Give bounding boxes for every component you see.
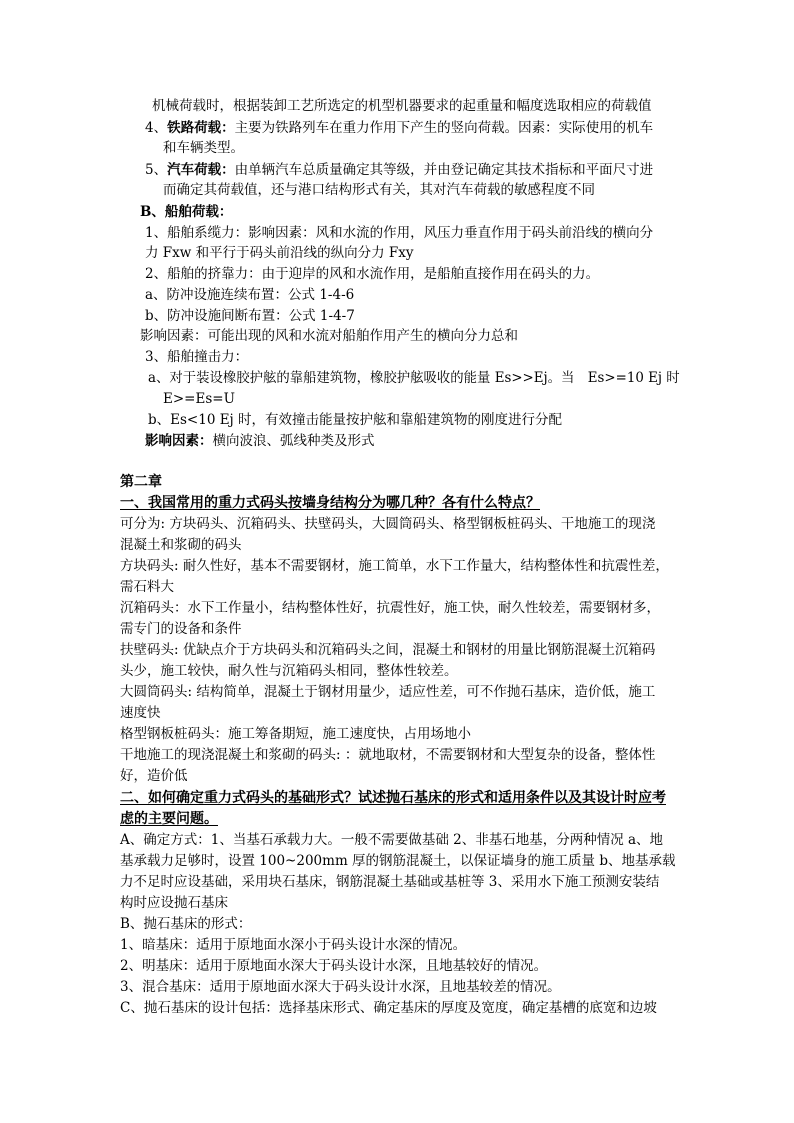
answer-line: 可分为: 方块码头、沉箱码头、扶壁码头，大圆筒码头、格型钢板桩码头、干地施工的现浇 <box>120 516 656 532</box>
text: 横向波浪、弧线种类及形式 <box>212 433 375 449</box>
text-line: a、防冲设施连续布置：公式 1-4-6 <box>145 287 355 303</box>
text-line: 1、船舶系缆力：影响因素：风和水流的作用，风压力垂直作用于码头前沿线的横向分 <box>145 225 654 241</box>
answer-line: 2、明基床：适用于原地面水深大于码头设计水深，且地基较好的情况。 <box>120 958 548 974</box>
answer-line: 好，造价低 <box>120 768 188 784</box>
answer-line: 格型钢板桩码头：施工筹备期短，施工速度快，占用场地小 <box>120 726 471 742</box>
item-number: 5、 <box>145 162 168 178</box>
question-1-heading: 一、我国常用的重力式码头按墙身结构分为哪几种？各有什么特点？ <box>120 495 540 511</box>
answer-line: A、确定方式：1、当基石承载力大。一般不需要做基础 2、非基石地基，分两种情况 a、地 <box>120 832 664 848</box>
item-number: 4、 <box>145 120 168 136</box>
text-line: a、对于装设橡胶护舷的靠船建筑物，橡胶护舷吸收的能量 Es>>Ej。当 Es>=10 Ej 时 <box>148 370 680 386</box>
answer-line: 需石料大 <box>120 579 174 595</box>
answer-line: 混凝土和浆砌的码头 <box>120 537 242 553</box>
answer-line: 头少，施工较快，耐久性与沉箱码头相同，整体性较差。 <box>120 663 458 679</box>
impact-factors <box>145 431 375 451</box>
text-line: 机械荷载时，根据装卸工艺所选定的机型机器要求的起重量和幅度选取相应的荷载值 <box>152 98 652 114</box>
question-2-heading-cont: 虑的主要问题。 <box>120 811 218 827</box>
text-line: 和车辆类型。 <box>163 140 244 156</box>
item-heading: 铁路荷载： <box>167 120 235 136</box>
item-text: 主要为铁路列车在重力作用下产生的竖向荷载。因素：实际使用的机车 <box>234 120 654 136</box>
answer-line: 速度快 <box>120 705 161 721</box>
text-line: 影响因素：可能出现的风和水流对船舶作用产生的横向分力总和 <box>140 328 518 344</box>
section-heading: B、船舶荷载： <box>140 204 233 220</box>
answer-line: 需专门的设备和条件 <box>120 621 242 637</box>
answer-line: 力不足时应设基础，采用块石基床，钢筋混凝土基础或基桩等 3、采用水下施工预测安装结 <box>120 874 660 890</box>
label: 影响因素： <box>145 433 213 449</box>
answer-line: 大圆筒码头: 结构简单，混凝土于钢材用量少，适应性差，可不作抛石基床，造价低，施工 <box>120 684 656 700</box>
item-heading: 汽车荷载： <box>167 162 235 178</box>
answer-line: 构时应设抛石基床 <box>120 895 228 911</box>
answer-line: 干地施工的现浇混凝土和浆砌的码头: ：就地取材，不需要钢材和大型复杂的设备，整体性 <box>120 747 656 763</box>
text-line: E>=Es=U <box>163 391 235 407</box>
text-line: 3、船舶撞击力： <box>145 349 249 365</box>
answer-line: 基承载力足够时，设置 100~200mm 厚的钢筋混凝土，以保证墙身的施工质量 b、地基承载 <box>120 853 676 869</box>
text-line: 力 Fxw 和平行于码头前沿线的纵向分力 Fxy <box>145 245 414 261</box>
answer-line: B、抛石基床的形式： <box>120 916 252 932</box>
item-railway-load <box>145 118 653 138</box>
question-2-heading: 二、如何确定重力式码头的基础形式？试述抛石基床的形式和适用条件以及其设计时应考 <box>120 790 666 806</box>
chapter-title: 第二章 <box>120 474 162 490</box>
text-line: b、Es<10 Ej 时，有效撞击能量按护舷和靠船建筑物的刚度进行分配 <box>148 412 563 428</box>
answer-line: 扶壁码头: 优缺点介于方块码头和沉箱码头之间，混凝土和钢材的用量比钢筋混凝土沉箱码 <box>120 642 656 658</box>
answer-line: 3、混合基床：适用于原地面水深大于码头设计水深，且地基较差的情况。 <box>120 979 561 995</box>
answer-line: 1、暗基床：适用于原地面水深小于码头设计水深的情况。 <box>120 937 467 953</box>
item-text: 由单辆汽车总质量确定其等级，并由登记确定其技术指标和平面尺寸进 <box>234 162 654 178</box>
text-line: b、防冲设施间断布置：公式 1-4-7 <box>145 308 355 324</box>
answer-line: 沉箱码头：水下工作量小，结构整体性好，抗震性好，施工快，耐久性较差，需要钢材多， <box>120 600 660 616</box>
text-line: 2、船舶的挤靠力：由于迎岸的风和水流作用，是船舶直接作用在码头的力。 <box>145 266 600 282</box>
answer-line: 方块码头: 耐久性好，基本不需要钢材，施工简单，水下工作量大，结构整体性和抗震性差， <box>120 558 669 574</box>
answer-line: C、抛石基床的设计包括：选择基床形式、确定基床的厚度及宽度，确定基槽的底宽和边坡 <box>120 1000 657 1016</box>
item-vehicle-load <box>145 160 653 180</box>
text-line: 而确定其荷载值，还与港口结构形式有关，其对汽车荷载的敏感程度不同 <box>163 182 595 198</box>
